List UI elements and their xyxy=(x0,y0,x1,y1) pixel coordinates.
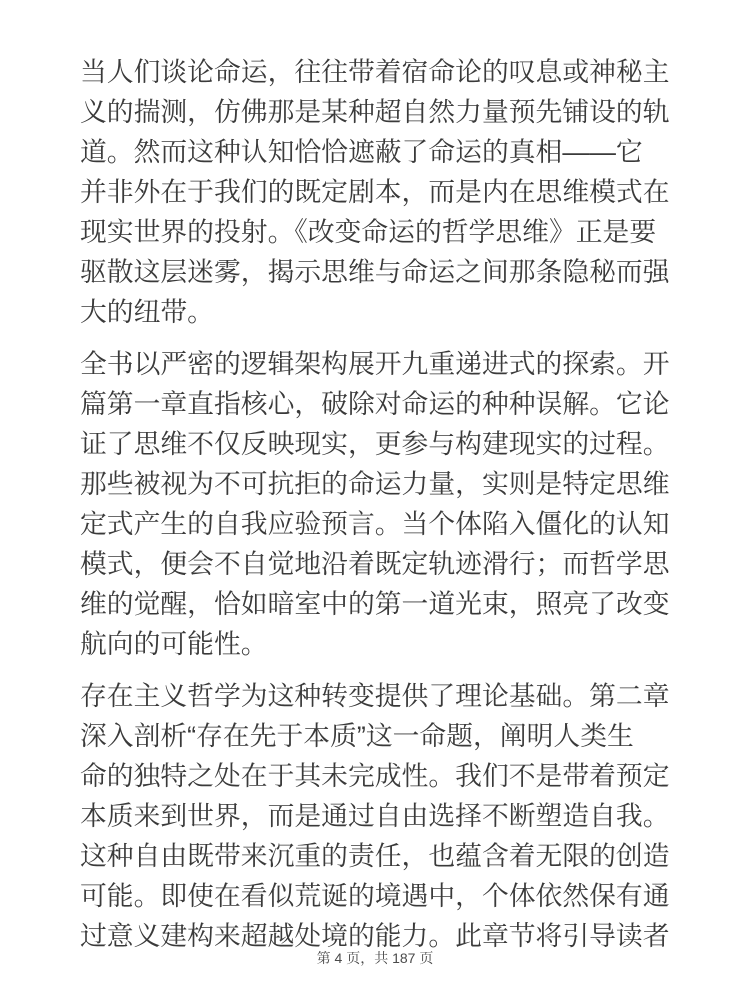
paragraph-1 xyxy=(80,52,672,332)
text-line: 深入剖析“存在先于本质”这一命题，阐明人类生 xyxy=(80,721,634,751)
paragraph-3 xyxy=(80,676,672,956)
text-line: 大的纽带。 xyxy=(80,297,214,327)
text-line: 证了思维不仅反映现实，更参与构建现实的过程。 xyxy=(80,429,670,459)
text-line: 过意义建构来超越处境的能力。此章节将引导读者 xyxy=(80,921,670,951)
text-line: 并非外在于我们的既定剧本，而是内在思维模式在 xyxy=(80,177,670,207)
text-line: 定式产生的自我应验预言。当个体陷入僵化的认知 xyxy=(80,509,670,539)
text-line: 航向的可能性。 xyxy=(80,629,268,659)
text-line: 道。然而这种认知恰恰遮蔽了命运的真相——它 xyxy=(80,137,643,167)
text-line: 那些被视为不可抗拒的命运力量，实则是特定思维 xyxy=(80,469,670,499)
text-line: 篇第一章直指核心，破除对命运的种种误解。它论 xyxy=(80,389,670,419)
text-line: 全书以严密的逻辑架构展开九重递进式的探索。开 xyxy=(80,349,670,379)
text-line: 现实世界的投射。《改变命运的哲学思维》正是要 xyxy=(80,217,657,247)
text-line: 本质来到世界，而是通过自由选择不断塑造自我。 xyxy=(80,801,670,831)
text-line: 这种自由既带来沉重的责任，也蕴含着无限的创造 xyxy=(80,841,670,871)
text-line: 存在主义哲学为这种转变提供了理论基础。第二章 xyxy=(80,681,670,711)
text-line: 可能。即使在看似荒诞的境遇中，个体依然保有通 xyxy=(80,881,670,911)
page-number-footer: 第 4 页，共 187 页 xyxy=(316,950,434,966)
text-line: 当人们谈论命运，往往带着宿命论的叹息或神秘主 xyxy=(80,57,670,87)
text-line: 义的揣测，仿佛那是某种超自然力量预先铺设的轨 xyxy=(80,97,670,127)
text-line: 命的独特之处在于其未完成性。我们不是带着预定 xyxy=(80,761,670,791)
text-line: 模式，便会不自觉地沿着既定轨迹滑行；而哲学思 xyxy=(80,549,670,579)
text-line: 驱散这层迷雾，揭示思维与命运之间那条隐秘而强 xyxy=(80,257,670,287)
paragraph-2 xyxy=(80,344,672,664)
text-line: 维的觉醒，恰如暗室中的第一道光束，照亮了改变 xyxy=(80,589,670,619)
